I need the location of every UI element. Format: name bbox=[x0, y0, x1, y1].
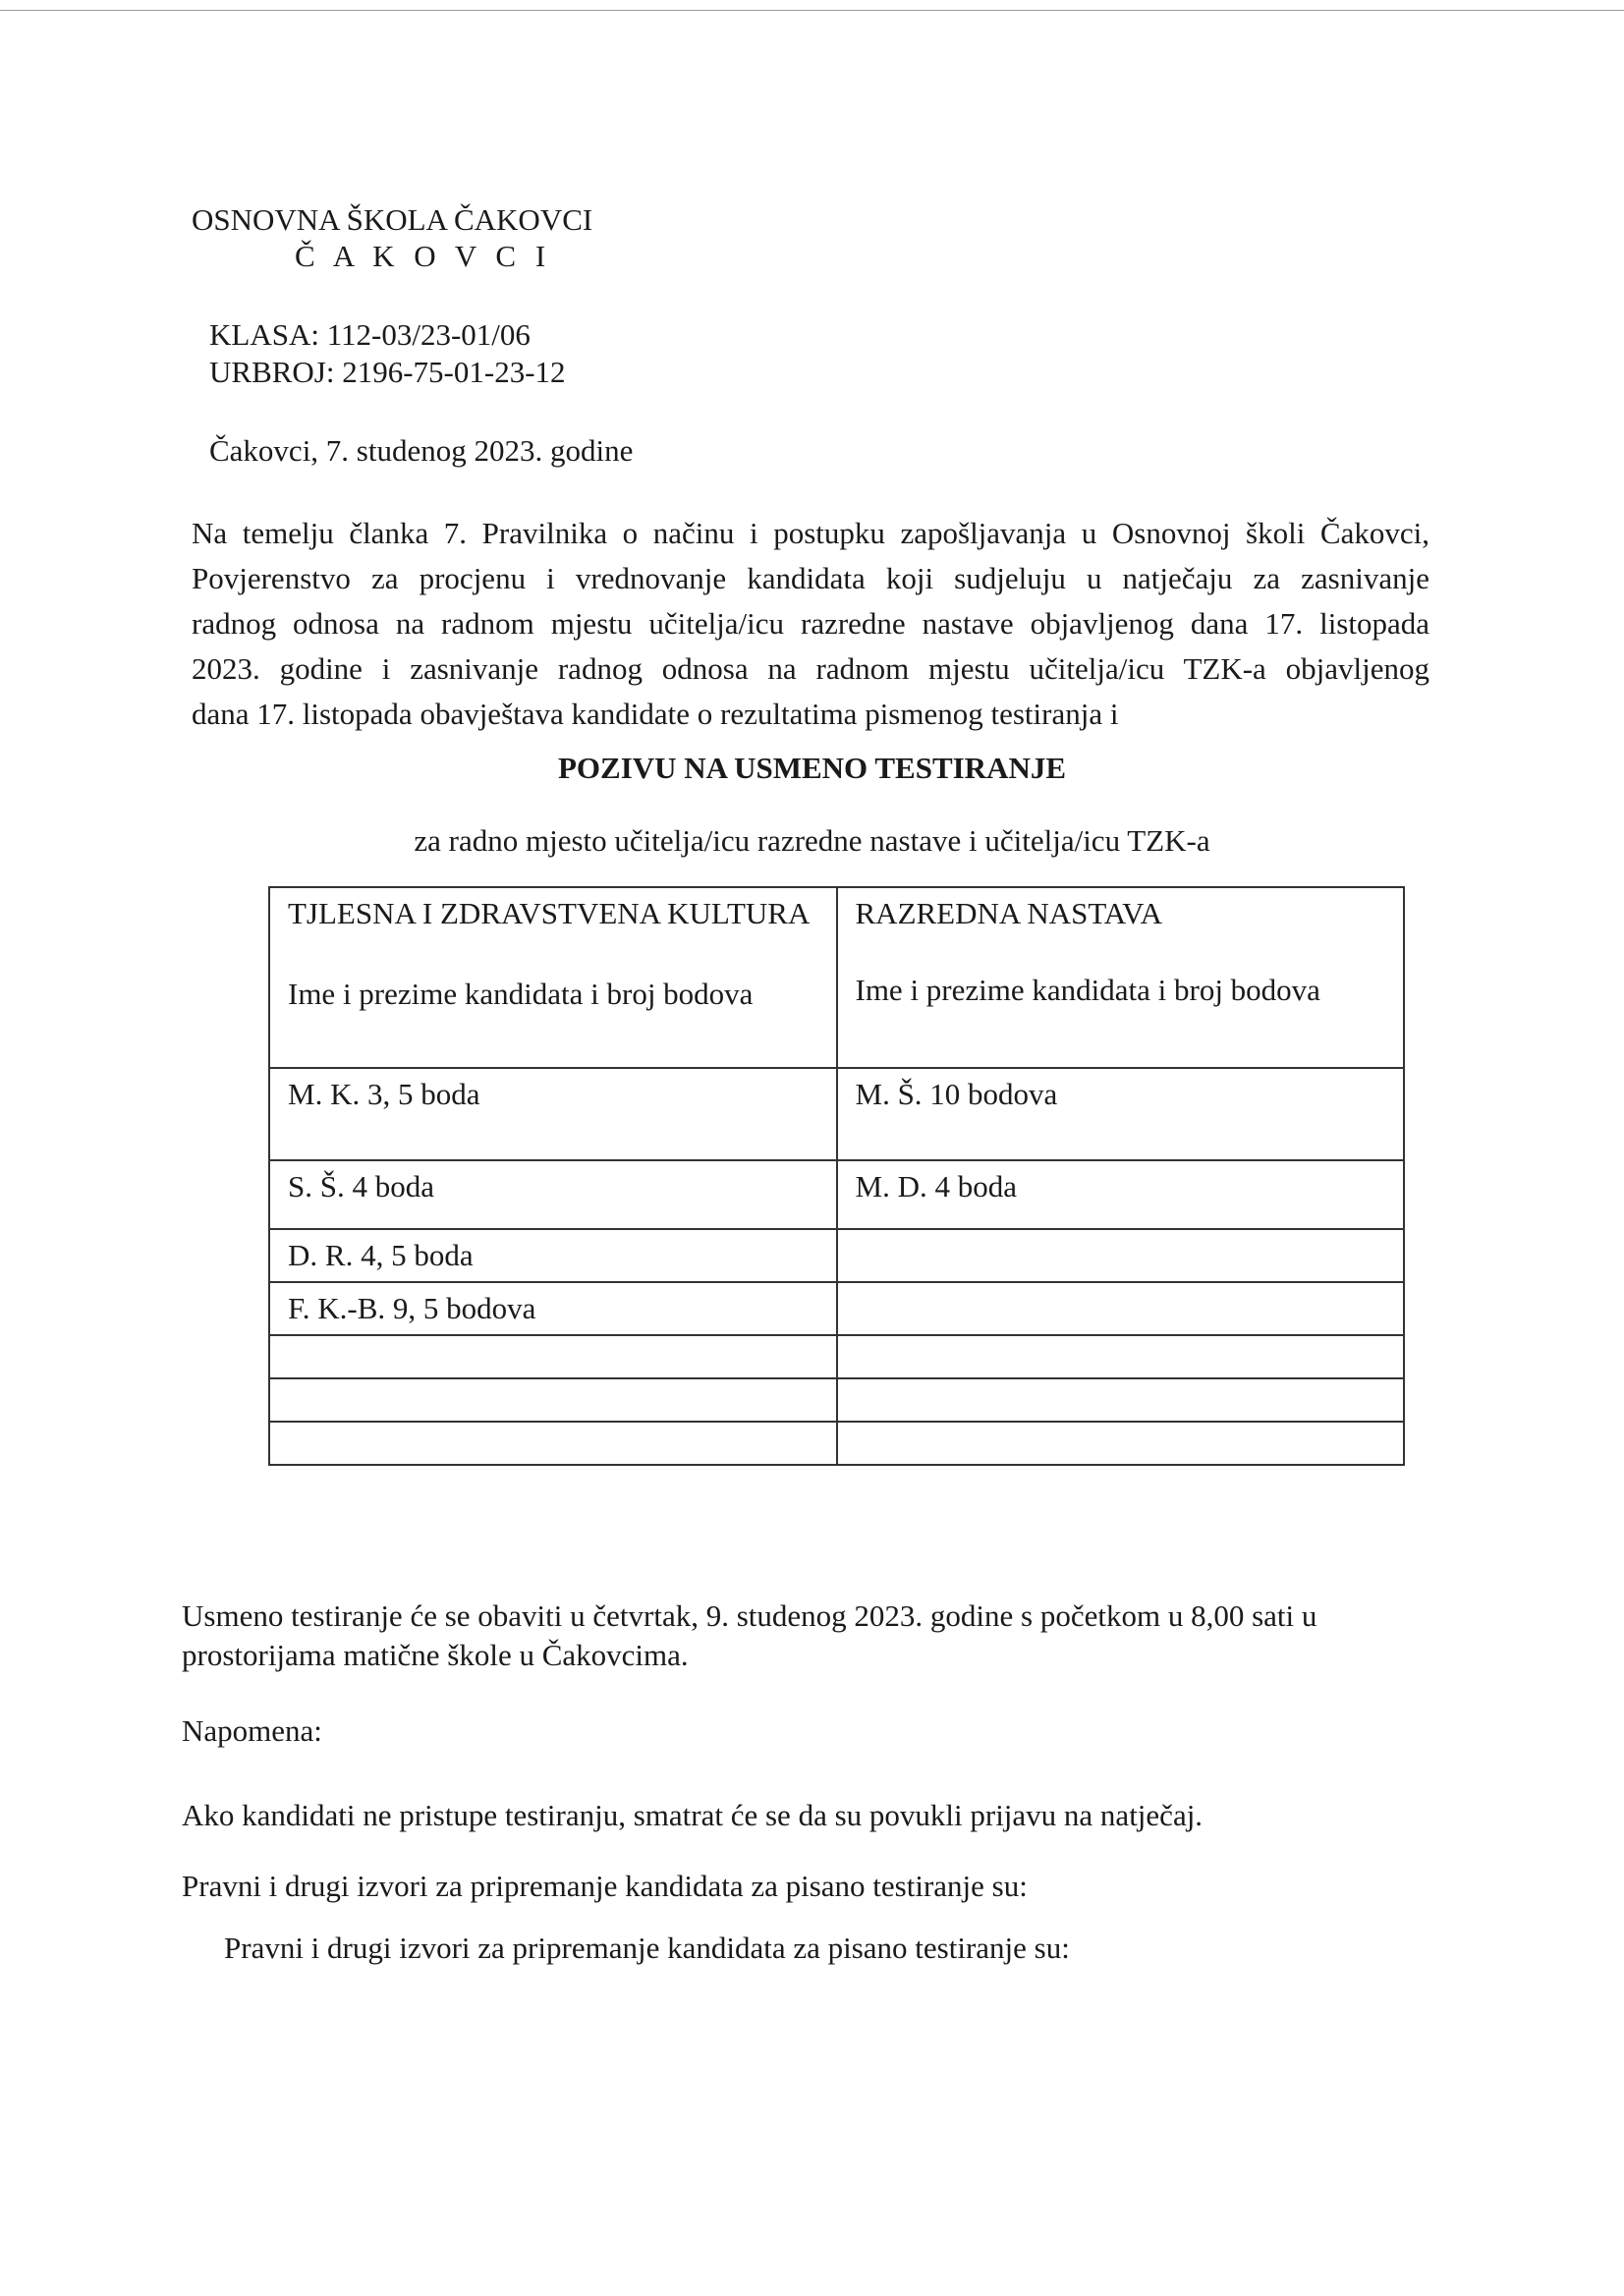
intro-line: Na temelju članka 7. Pravilnika o načinu i postupku zapošljavanja u Osnovnoj školi Čakovci, bbox=[192, 516, 1429, 550]
school-city: Č A K O V C I bbox=[295, 239, 552, 273]
header-sub-razredna: Ime i prezime kandidata i broj bodova bbox=[855, 973, 1320, 1007]
intro-line: dana 17. listopada obavještava kandidate o rezultatima pismenog testiranja i bbox=[192, 697, 1119, 731]
sources-text: Pravni i drugi izvori za pripremanje kandidata za pisano testiranje su: bbox=[182, 1869, 1028, 1903]
intro-line: 2023. godine i zasnivanje radnog odnosa na radnom mjestu učitelja/icu TZK-a objavljenog bbox=[192, 651, 1429, 686]
urbroj-number: URBROJ: 2196-75-01-23-12 bbox=[209, 355, 566, 389]
note-text: Ako kandidati ne pristupe testiranju, smatrat će se da su povukli prijavu na natječaj. bbox=[182, 1798, 1204, 1832]
table-row bbox=[269, 1378, 1404, 1422]
table-cell: F. K.-B. 9, 5 bodova bbox=[269, 1282, 837, 1335]
table-cell: D. R. 4, 5 boda bbox=[269, 1229, 837, 1282]
oral-exam-line: Usmeno testiranje će se obaviti u četvrtak, 9. studenog 2023. godine s početkom u 8,00 sati u bbox=[182, 1598, 1317, 1633]
intro-line: radnog odnosa na radnom mjestu učitelja/icu razredne nastave objavljenog dana 17. listopada bbox=[192, 606, 1429, 641]
header-title-tzk: TJLESNA I ZDRAVSTVENA KULTURA bbox=[288, 896, 811, 930]
header-title-razredna: RAZREDNA NASTAVA bbox=[855, 896, 1162, 930]
table-cell bbox=[837, 1378, 1405, 1422]
table-cell: M. K. 3, 5 boda bbox=[269, 1068, 837, 1160]
oral-exam-line: prostorijama matične škole u Čakovcima. bbox=[182, 1638, 689, 1672]
table-cell bbox=[837, 1335, 1405, 1378]
table-cell bbox=[837, 1229, 1405, 1282]
oral-exam-paragraph bbox=[182, 1596, 1459, 1675]
results-table bbox=[268, 886, 1405, 1466]
school-name: OSNOVNA ŠKOLA ČAKOVCI bbox=[192, 202, 593, 237]
table-row bbox=[269, 1282, 1404, 1335]
table-cell: S. Š. 4 boda bbox=[269, 1160, 837, 1229]
header-sub-tzk: Ime i prezime kandidata i broj bodova bbox=[288, 977, 754, 1011]
table-cell: M. Š. 10 bodova bbox=[837, 1068, 1405, 1160]
header-cell-razredna bbox=[837, 887, 1405, 1068]
klasa-number: KLASA: 112-03/23-01/06 bbox=[209, 317, 531, 352]
table-cell bbox=[269, 1422, 837, 1465]
table-cell: M. D. 4 boda bbox=[837, 1160, 1405, 1229]
table-header-row bbox=[269, 887, 1404, 1068]
intro-paragraph bbox=[192, 511, 1429, 737]
table-cell bbox=[269, 1335, 837, 1378]
table-cell bbox=[837, 1422, 1405, 1465]
table-cell bbox=[269, 1378, 837, 1422]
table-row bbox=[269, 1422, 1404, 1465]
table-cell bbox=[837, 1282, 1405, 1335]
document-subheading: za radno mjesto učitelja/icu razredne nastave i učitelja/icu TZK-a bbox=[414, 823, 1210, 858]
table-row bbox=[269, 1229, 1404, 1282]
table-row bbox=[269, 1068, 1404, 1160]
header-cell-tzk bbox=[269, 887, 837, 1068]
document-date: Čakovci, 7. studenog 2023. godine bbox=[209, 433, 634, 468]
scan-top-rule bbox=[0, 10, 1624, 11]
table-row bbox=[269, 1335, 1404, 1378]
sources-text-repeat: Pravni i drugi izvori za pripremanje kandidata za pisano testiranje su: bbox=[224, 1931, 1070, 1965]
document-heading: POZIVU NA USMENO TESTIRANJE bbox=[557, 751, 1067, 785]
intro-line: Povjerenstvo za procjenu i vrednovanje kandidata koji sudjeluju u natječaju za zasnivanje bbox=[192, 561, 1429, 595]
napomena-label: Napomena: bbox=[182, 1713, 322, 1748]
table-row bbox=[269, 1160, 1404, 1229]
